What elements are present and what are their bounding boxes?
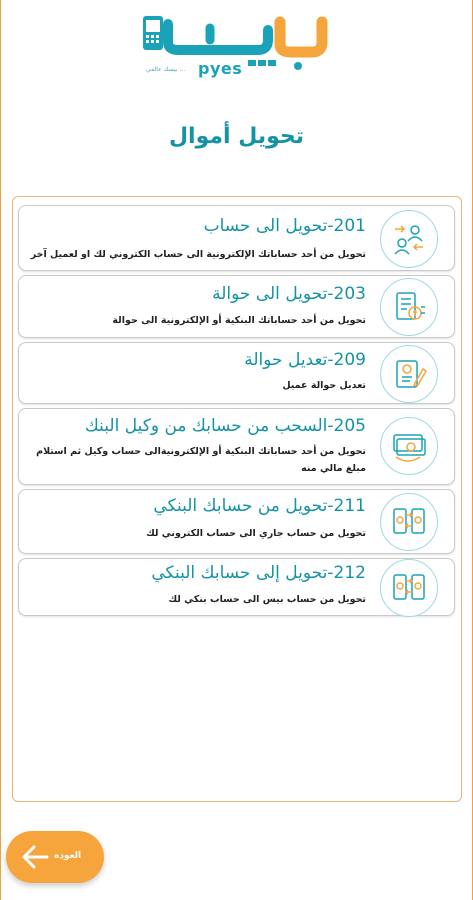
- service-title: 205-السحب من حسابك من وكيل البنك: [84, 416, 366, 436]
- document-money-icon: [380, 278, 438, 336]
- service-title: 211-تحويل من حسابك البنكي: [153, 496, 366, 516]
- phone-transfer-icon: [380, 493, 438, 551]
- page-title: تحويل أموال: [168, 124, 305, 149]
- service-title: 203-تحويل الى حوالة: [212, 284, 366, 304]
- service-description: تحويل من أحد حساباتك البنكية أو الإلكترونيةالى حساب وكيل ثم استلام مبلغ مالي منه: [36, 446, 366, 474]
- service-card-212[interactable]: [18, 558, 455, 616]
- service-title: 201-تحويل الى حساب: [203, 216, 366, 236]
- brand-tagline: بيسك عالمي ...: [146, 66, 186, 73]
- brand-wordmark: pyes: [198, 59, 243, 78]
- service-card-211[interactable]: [18, 489, 455, 554]
- service-card-205[interactable]: [18, 408, 455, 485]
- service-card-201[interactable]: [18, 205, 455, 271]
- back-button-label: العوده: [54, 851, 82, 861]
- service-title: 209-تعديل حوالة: [244, 350, 366, 370]
- users-exchange-icon: [380, 210, 438, 268]
- service-description: تحويل من حساب بيس الى حساب بنكي لك: [168, 594, 366, 605]
- edit-document-icon: [380, 345, 438, 403]
- arrow-left-icon: [20, 843, 50, 871]
- service-card-203[interactable]: [18, 275, 455, 338]
- service-title: 212-تحويل إلى حسابك البنكي: [151, 563, 366, 583]
- back-button[interactable]: [6, 831, 104, 883]
- service-description: تحويل من أحد حساباتك البنكية أو الإلكترونية الى حوالة: [112, 315, 366, 326]
- service-description: تحويل من حساب جاري الى حساب الكتروني لك: [146, 528, 366, 539]
- service-description: تعديل حوالة عميل: [282, 380, 366, 391]
- service-card-209[interactable]: [18, 342, 455, 404]
- cash-withdraw-icon: [380, 417, 438, 475]
- phone-transfer-icon: [380, 559, 438, 617]
- service-description: تحويل من أحد حساباتك الإلكترونية الى حساب الكتروني لك او لعميل آخر: [30, 249, 366, 260]
